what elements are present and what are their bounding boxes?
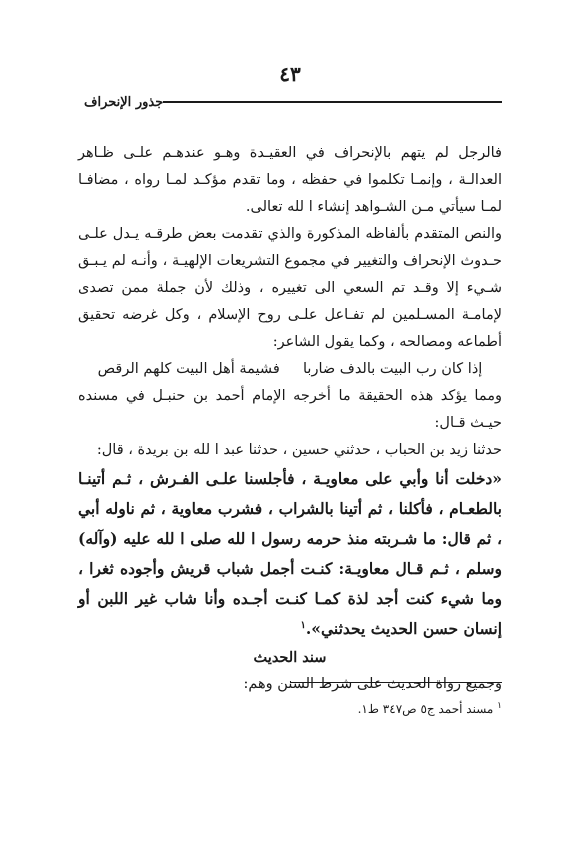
paragraph: ومما يؤكد هذه الحقيقة ما أخرجه الإمام أحمد بن حنبـل في مسنده حيـث قـال: [78,388,502,431]
running-header [78,92,502,112]
section-heading: سند الحديث [253,649,327,666]
poem-first-hemistich: إذا كان رب البيت بالدف ضاربا [303,361,483,377]
footnote-text: مسند أحمد ج٥ ص٣٤٧ ط١. [357,702,498,716]
paragraph: وجميع رواة الحديث على شرط السنن وهم: [243,676,502,692]
header-rule [163,101,502,103]
poem-verse [78,356,502,383]
hadith-quote [78,464,502,644]
paragraph: والنص المتقدم بألفاظه المذكورة والذي تقدمت بعض طرقـه يـدل علـى حـدوث الإنحراف والتغيير في مجموع التشريعات الإلهيـة ، وأنـه لم يـبـق شـيء إلا وقـد تم السعي الى تغييره ، وذلك لأن جملة ممن تصدى لإمامـة المسـلمين لم تفـاعل علـى روح الإسلام ، وكل غرضه تحقيق أطماعه ومصالحه ، وكما يقول الشاعر: [78,226,502,350]
paragraph: فالرجل لم يتهم بالإنحراف في العقيـدة وهـو عندهـم علـى ظـاهر العدالـة ، وإنمـا تكلموا في حفظه ، وما تقدم مؤكـد لمـا رواه ، مضافـا لمـا سيأتي مـن الشـواهد إنشاء ا لله تعالى. [78,145,502,215]
footnote [78,700,502,718]
running-header-title: جذور الإنحراف [84,94,164,110]
hadith-text: «دخلت أنا وأبي على معاويـة ، فأجلسنا علـى الفـرش ، ثـم أتينـا بالطعـام ، فأكلنا ، ثم أتينا بالشراب ، فشرب معاوية ، ثم ناوله أبي ، ثم قال: ما شـربته منذ حرمه رسول ا لله صلى ا لله عليه (وآله) وسلم ، ثـم قـال معاويـة: كنـت أجمل شباب قريش وأجوده ثغرا ، وما شيء كنت أجد لذة كمـا كنـت أجـده وأنا شاب غير اللبن أو إنسان حسن الحديث يحدثني». [78,469,502,638]
body-text [78,140,502,698]
paragraph: حدثنا زيد بن الحباب ، حدثني حسين ، حدثنا عبد ا لله بن بريدة ، قال: [96,442,502,458]
page-number: ٤٣ [279,62,301,86]
footnote-mark: ١ [497,701,502,711]
poem-second-hemistich: فشيمة أهل البيت كلهم الرقص [97,361,280,377]
footnote-rule [290,682,502,683]
footnote-reference: ١ [300,619,306,631]
